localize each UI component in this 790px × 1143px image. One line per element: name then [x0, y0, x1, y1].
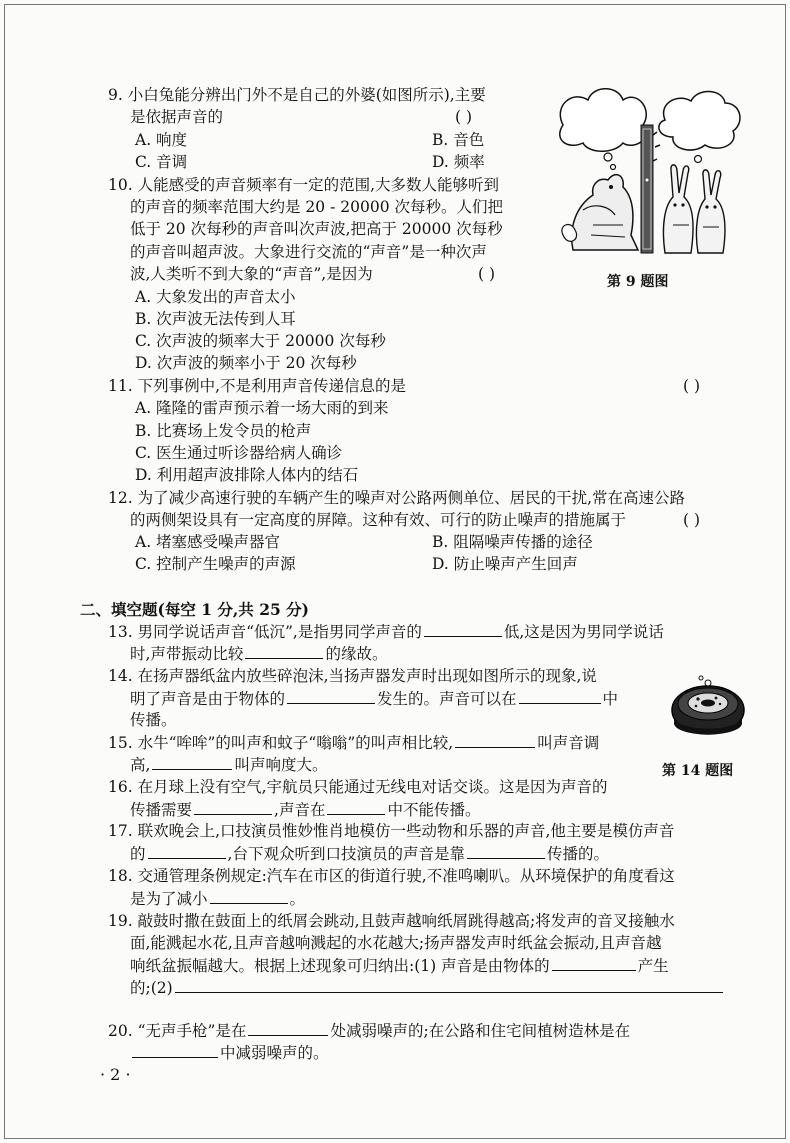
q16-line2 — [130, 798, 480, 823]
q18-text-a: 是为了减小 — [130, 890, 208, 908]
q13-text-d: 的缘故。 — [325, 645, 388, 663]
q14-blank-1[interactable] — [287, 687, 375, 704]
q12-option-a: A. 堵塞感受噪声器官 — [135, 533, 281, 551]
q14-text-b: 发生的。声音可以在 — [377, 690, 517, 708]
q17-text-b: ,台下观众听到口技演员的声音是靠 — [227, 845, 465, 863]
q19-text-a: 响纸盆振幅越大。根据上述现象可归纳出:(1) 声音是由物体的 — [130, 957, 550, 975]
q16-text-c: 中不能传播。 — [387, 801, 481, 819]
q19-blank-1[interactable] — [552, 954, 636, 971]
q13-text-c: 时,声带振动比较 — [130, 645, 244, 663]
q9-line1: 9. 小白兔能分辨出门外不是自己的外婆(如图所示),主要 — [108, 86, 486, 104]
q19-line1: 19. 敲鼓时撒在鼓面上的纸屑会跳动,且鼓声越响纸屑跳得越高;将发声的音叉接触水 — [108, 912, 675, 930]
q20-text-c: 中减弱噪声的。 — [220, 1044, 329, 1062]
q19-line2: 面,能溅起水花,且声音越响溅起的水花越大;扬声器发声时纸盆会振动,且声音越 — [130, 934, 662, 952]
q18-line1: 18. 交通管理条例规定:汽车在市区的街道行驶,不准鸣喇叭。从环境保护的角度看这 — [108, 867, 675, 885]
q20-line2 — [130, 1041, 329, 1066]
q12-line2: 的两侧架设具有一定高度的屏障。这种有效、可行的防止噪声的措施属于 — [130, 511, 627, 529]
q15-blank-2[interactable] — [152, 753, 232, 770]
q11-option-b: B. 比赛场上发令员的枪声 — [135, 422, 312, 440]
q10-option-c: C. 次声波的频率大于 20000 次每秒 — [135, 332, 386, 350]
q10-line1: 10. 人能感受的声音频率有一定的范围,大多数人能够听到 — [108, 176, 500, 194]
q15-text-c: 高, — [130, 756, 151, 774]
q10-option-b: B. 次声波无法传到人耳 — [135, 310, 296, 328]
q19-line4 — [130, 976, 725, 1001]
q9-option-d: D. 频率 — [432, 153, 485, 171]
q12-line1: 12. 为了减少高速行驶的车辆产生的噪声对公路两侧单位、居民的干扰,常在高速公路 — [108, 489, 686, 507]
q14-text-a: 明了声音是由于物体的 — [130, 690, 286, 708]
q15-text-b: 叫声音调 — [537, 734, 600, 752]
q10-option-d: D. 次声波的频率小于 20 次每秒 — [135, 354, 357, 372]
q9-option-c: C. 音调 — [135, 153, 188, 171]
q12-answer-paren: ( ) — [683, 511, 701, 529]
q15-blank-1[interactable] — [455, 731, 535, 748]
q16-line1: 16. 在月球上没有空气,宇航员只能通过无线电对话交谈。这是因为声音的 — [108, 778, 608, 796]
q18-text-b: 。 — [289, 890, 306, 908]
q16-blank-1[interactable] — [194, 798, 272, 815]
figure-14-caption: 第 14 题图 — [662, 763, 734, 779]
q19-text-b: 产生 — [637, 957, 669, 975]
q11-option-a: A. 隆隆的雷声预示着一场大雨的到来 — [135, 399, 389, 417]
section-fill-in-blank-title: 二、填空题(每空 1 分,共 25 分) — [80, 600, 310, 619]
q13-blank-1[interactable] — [424, 620, 502, 637]
q15-text-a: 15. 水牛“哞哞”的叫声和蚊子“嗡嗡”的叫声相比较, — [108, 734, 454, 752]
q10-option-a: A. 大象发出的声音太小 — [135, 288, 296, 306]
q16-blank-2[interactable] — [327, 798, 385, 815]
q15-text-d: 叫声响度大。 — [234, 756, 328, 774]
q13-text-a: 13. 男同学说话声音“低沉”,是指男同学声音的 — [108, 623, 422, 641]
q20-blank-2[interactable] — [132, 1041, 218, 1058]
q17-text-a: 的 — [130, 845, 146, 863]
q14-blank-2[interactable] — [519, 687, 601, 704]
q12-option-c: C. 控制产生噪声的声源 — [135, 555, 296, 573]
q13-line2 — [130, 642, 387, 667]
q11-option-c: C. 医生通过听诊器给病人确诊 — [135, 444, 343, 462]
figure-9-caption: 第 9 题图 — [607, 274, 669, 290]
q16-text-a: 传播需要 — [130, 801, 193, 819]
q17-line1: 17. 联欢晚会上,口技演员惟妙惟肖地模仿一些动物和乐器的声音,他主要是模仿声音 — [108, 822, 675, 840]
q13-line1 — [108, 620, 664, 645]
q11-line1: 11. 下列事例中,不是利用声音传递信息的是 — [108, 377, 407, 395]
q19-blank-2[interactable] — [175, 976, 723, 993]
q10-line4: 的声音叫超声波。大象进行交流的“声音”是一种次声 — [130, 243, 487, 261]
q13-blank-2[interactable] — [245, 642, 323, 659]
q10-line5: 波,人类听不到大象的“声音”,是因为 — [130, 265, 373, 283]
q10-line3: 低于 20 次每秒的声音叫次声波,把高于 20000 次每秒 — [130, 220, 503, 238]
q18-line2 — [130, 887, 305, 912]
q17-line2 — [130, 842, 609, 867]
q12-option-b: B. 阻隔噪声传播的途径 — [432, 533, 593, 551]
q20-text-a: 20. “无声手枪”是在 — [108, 1022, 247, 1040]
q17-blank-1[interactable] — [148, 842, 226, 859]
q20-line1 — [108, 1019, 630, 1044]
q20-blank-1[interactable] — [248, 1019, 328, 1036]
q16-text-b: ,声音在 — [274, 801, 326, 819]
q9-option-b: B. 音色 — [432, 131, 485, 149]
figure-9-rabbit-wolf-illustration — [553, 85, 743, 265]
q15-line2 — [130, 753, 327, 778]
q9-answer-paren: ( ) — [455, 108, 473, 126]
q18-blank-1[interactable] — [210, 887, 288, 904]
q14-text-c: 中 — [602, 690, 619, 708]
q19-line3 — [130, 954, 669, 979]
figure-14-speaker-illustration — [668, 668, 748, 748]
q19-text-c: 的;(2) — [130, 979, 173, 997]
q11-answer-paren: ( ) — [683, 377, 701, 395]
q15-line1 — [108, 731, 599, 756]
q17-text-c: 传播的。 — [546, 845, 609, 863]
q14-line2 — [130, 687, 618, 712]
q20-text-b: 处减弱噪声的;在公路和住宅间植树造林是在 — [330, 1022, 631, 1040]
page-number: · 2 · — [100, 1065, 131, 1084]
q10-answer-paren: ( ) — [478, 265, 496, 283]
q12-option-d: D. 防止噪声产生回声 — [432, 555, 578, 573]
q14-line1: 14. 在扬声器纸盆内放些碎泡沫,当扬声器发声时出现如图所示的现象,说 — [108, 667, 597, 685]
q9-line2: 是依据声音的 — [130, 108, 224, 126]
q11-option-d: D. 利用超声波排除人体内的结石 — [135, 466, 359, 484]
q17-blank-2[interactable] — [467, 842, 545, 859]
q14-line3: 传播。 — [130, 711, 177, 729]
q10-line2: 的声音的频率范围大约是 20 - 20000 次每秒。人们把 — [130, 198, 503, 216]
q13-text-b: 低,这是因为男同学说话 — [503, 623, 664, 641]
q9-option-a: A. 响度 — [135, 131, 188, 149]
